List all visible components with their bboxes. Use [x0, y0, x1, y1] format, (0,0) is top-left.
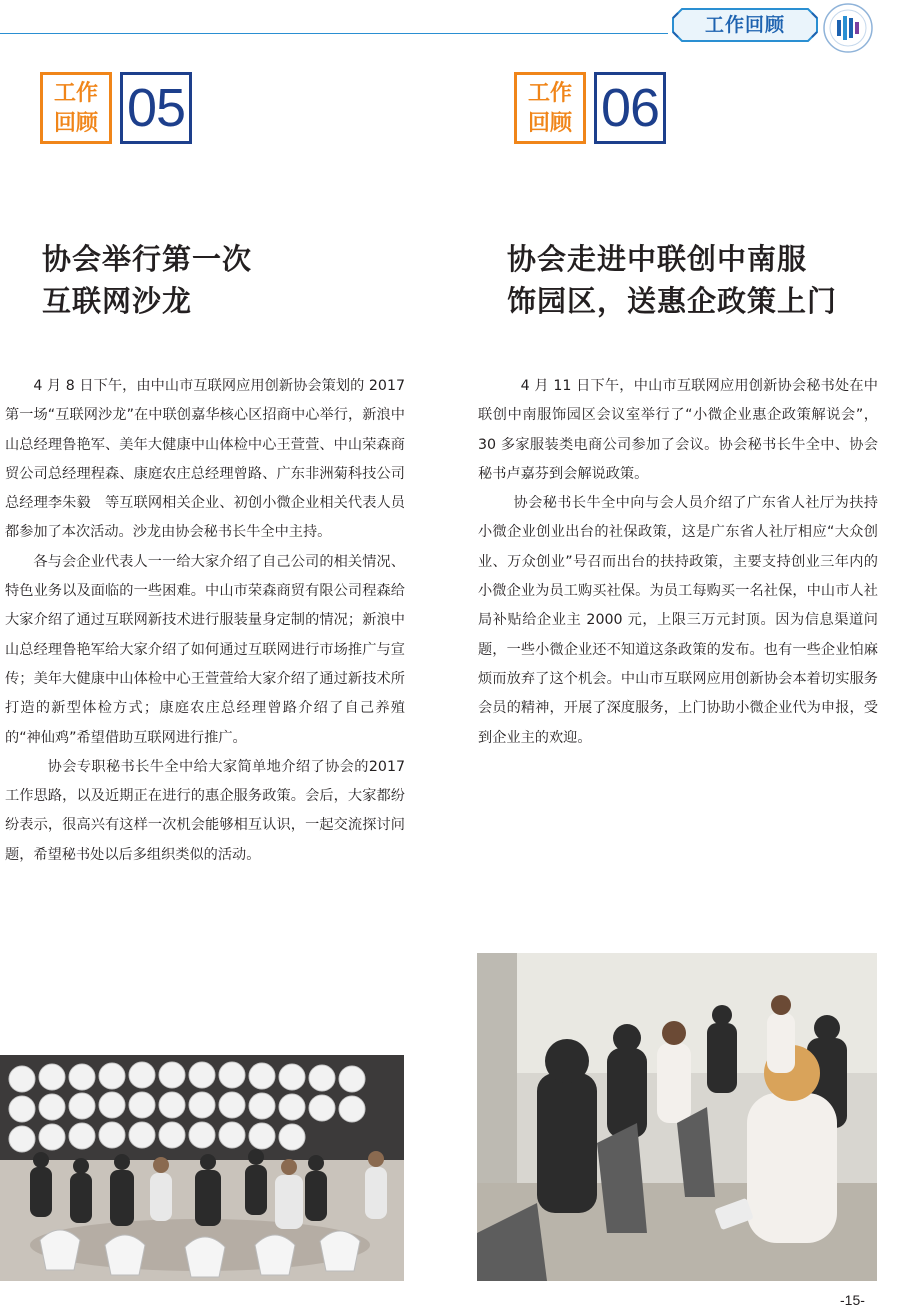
paragraph: 4 月 8 日下午，由中山市互联网应用创新协会策划的 2017 第一场“互联网沙龙”在中联创嘉华核心区招商中心举行，新浪中山总经理鲁艳军、美年大健康中山体检中心王萱萱、中山荣森商贸公司总经理程森、康庭农庄总经理曾路、广东非洲菊科技公司总经理李朱毅 等互联网相关企业、初创小微企业相关代表人员都参加了本次活动。沙龙由协会秘书长牛全中主持。	[5, 378, 405, 541]
section-05-badge-label	[40, 72, 112, 144]
section-05-number: 05	[120, 72, 192, 144]
section-06-title	[507, 238, 837, 322]
badge-label-line1: 工作	[527, 81, 572, 106]
salon-meeting-photo	[0, 1055, 404, 1281]
badge-label-line2: 回顾	[527, 111, 572, 136]
paragraph: 协会秘书长牛全中向与会人员介绍了广东省人社厅为扶持小微企业创业出台的社保政策，这是广东省人社厅相应“大众创业、万众创业”号召而出台的扶持政策，主要支持创业三年内的小微企业为员工购买社保。为员工每购买一名社保，中山市人社局补贴给企业主 2000 元，上限三万元封顶。因为信息渠道问题，一些小微企业还不知道这条政策的发布。也有一些企业怕麻烦而放弃了这个机会。中山市互联网应用创新协会本着切实服务会员的精神，开展了深度服务，上门协助小微企业代为申报，受到企业主的欢迎。	[478, 495, 878, 746]
page-number: -15-	[840, 1292, 865, 1308]
title-line: 饰园区，送惠企政策上门	[507, 284, 838, 318]
header-tag-text: 工作回顾	[704, 14, 785, 36]
paragraph: 各与会企业代表人一一给大家介绍了自己公司的相关情况、特色业务以及面临的一些困难。中山市荣森商贸有限公司程森给大家介绍了通过互联网新技术进行服装量身定制的情况；新浪中山总经理鲁艳军给大家介绍了如何通过互联网进行市场推广与宣传；美年大健康中山体检中心王萱萱给大家介绍了通过新技术所打造的新型体检方式；康庭农庄总经理曾路介绍了自己养殖的“神仙鸡”希望借助互联网进行推广。	[5, 553, 405, 746]
title-line: 互联网沙龙	[42, 284, 193, 318]
section-05-title	[42, 238, 252, 322]
section-05-body	[5, 372, 405, 870]
association-logo-icon	[822, 2, 874, 54]
badge-label-line1: 工作	[53, 81, 98, 106]
header-section-tag	[670, 6, 820, 44]
title-line: 协会走进中联创中南服	[507, 242, 808, 276]
header-rule	[0, 33, 668, 34]
title-line: 协会举行第一次	[42, 242, 253, 276]
paragraph: 协会专职秘书长牛全中给大家简单地介绍了协会的2017 工作思路，以及近期正在进行的惠企服务政策。会后，大家都纷纷表示，很高兴有这样一次机会能够相互认识，一起交流探讨问题，希望秘书处以后多组织类似的活动。	[5, 758, 405, 863]
section-06-number: 06	[594, 72, 666, 144]
badge-label-line2: 回顾	[53, 111, 98, 136]
section-06-badge-label	[514, 72, 586, 144]
section-06-body	[478, 372, 878, 753]
paragraph: 4 月 11 日下午，中山市互联网应用创新协会秘书处在中联创中南服饰园区会议室举行了“小微企业惠企政策解说会”，30 多家服装类电商公司参加了会议。协会秘书长牛全中、协会秘书卢嘉芬到会解说政策。	[478, 378, 878, 482]
policy-meeting-photo	[477, 953, 877, 1281]
